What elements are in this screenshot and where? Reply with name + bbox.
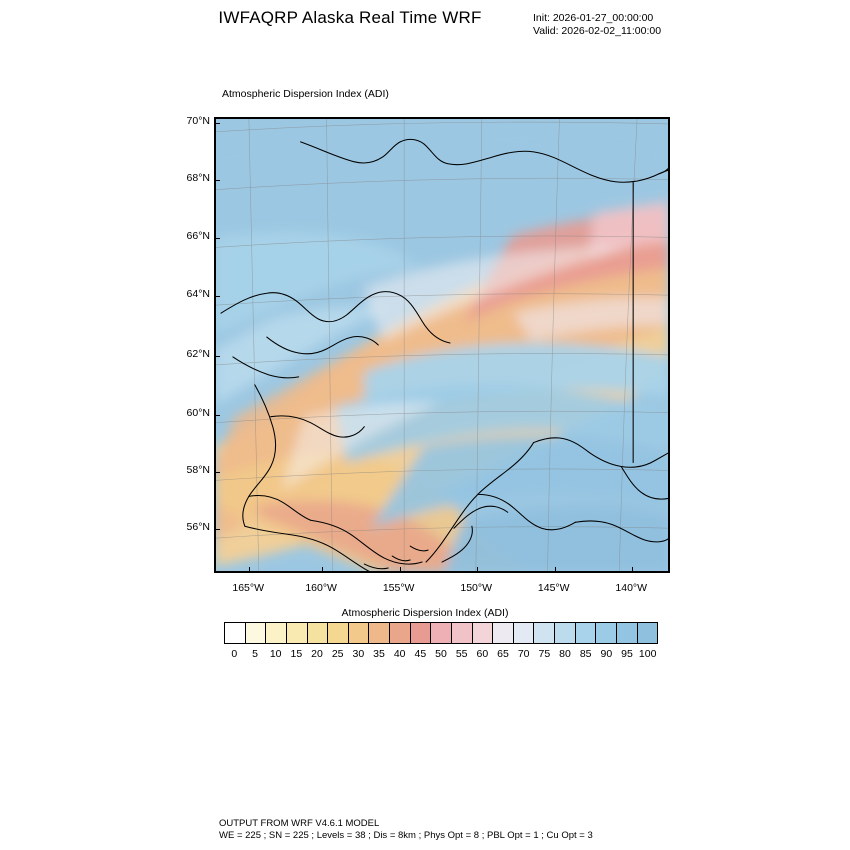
colorbar-swatch (452, 623, 473, 643)
lat-tick-mark (215, 238, 220, 239)
lat-tick-label: 66°N (186, 229, 210, 242)
lon-tick-mark (477, 567, 478, 572)
lon-tick-label: 145°W (537, 582, 570, 594)
colorbar-swatch (369, 623, 390, 643)
colorbar-swatch (638, 623, 658, 643)
lon-tick-label: 160°W (305, 582, 337, 594)
lon-tick-mark (249, 567, 250, 572)
colorbar-swatch (514, 623, 535, 643)
colorbar-swatch (328, 623, 349, 643)
colorbar-tick: 10 (269, 648, 282, 660)
lat-tick-label: 64°N (186, 288, 210, 301)
colorbar-tick: 0 (231, 648, 238, 660)
colorbar-swatch (576, 623, 597, 643)
colorbar-swatch (534, 623, 555, 643)
init-time-label: Init: 2026-01-27_00:00:00 (533, 12, 654, 24)
colorbar-tick: 25 (331, 648, 344, 660)
lon-tick-mark (632, 567, 633, 572)
colorbar-tick: 15 (290, 648, 303, 660)
colorbar-tick: 65 (497, 648, 509, 660)
colorbar-tick: 50 (435, 648, 447, 660)
lat-tick-mark (215, 529, 220, 530)
colorbar-swatch (225, 623, 246, 643)
lat-tick-mark (215, 415, 220, 416)
lon-tick-label: 155°W (382, 582, 415, 594)
lon-tick-label: 140°W (615, 582, 648, 594)
colorbar-swatch (431, 623, 452, 643)
colorbar-swatch (308, 623, 329, 643)
lon-tick-mark (555, 567, 556, 572)
colorbar-tick: 70 (517, 648, 530, 660)
colorbar-swatch (617, 623, 638, 643)
colorbar-tick: 45 (414, 648, 427, 660)
colorbar-tick-labels (224, 648, 658, 664)
lat-tick-label: 68°N (186, 171, 210, 184)
colorbar-tick: 95 (621, 648, 633, 660)
colorbar-tick: 80 (559, 648, 571, 660)
longitude-axis (214, 582, 670, 598)
colorbar-swatch (246, 623, 267, 643)
page-title: IWFAQRP Alaska Real Time WRF (218, 8, 482, 27)
colorbar-tick: 5 (252, 648, 258, 660)
colorbar-swatch (555, 623, 576, 643)
colorbar-tick: 40 (393, 648, 406, 660)
colorbar-tick: 100 (638, 648, 657, 660)
colorbar-tick: 55 (455, 648, 468, 660)
colorbar-swatch (287, 623, 308, 643)
lat-tick-label: 70°N (186, 115, 210, 128)
footer-line-2: WE = 225 ; SN = 225 ; Levels = 38 ; Dis = 8km ; Phys Opt = 8 ; PBL Opt = 1 ; Cu Opt = 3 (219, 830, 593, 841)
lon-tick-mark (322, 567, 323, 572)
colorbar-swatch (411, 623, 432, 643)
lon-tick-mark (400, 567, 401, 572)
colorbar (224, 622, 658, 644)
lat-tick-mark (215, 356, 220, 357)
latitude-axis (164, 117, 210, 573)
colorbar-swatch (349, 623, 370, 643)
colorbar-tick: 30 (352, 648, 365, 660)
model-run-info (533, 12, 661, 38)
valid-time-label: Valid: 2026-02-02_11:00:00 (533, 25, 662, 37)
model-output-footer (219, 818, 593, 842)
lat-tick-label: 62°N (186, 347, 210, 360)
footer-line-1: OUTPUT FROM WRF V4.6.1 MODEL (219, 818, 380, 829)
colorbar-tick: 85 (579, 648, 592, 660)
lon-tick-label: 165°W (232, 582, 264, 594)
colorbar-title: Atmospheric Dispersion Index (ADI) (341, 607, 509, 619)
colorbar-tick: 35 (373, 648, 385, 660)
colorbar-swatch (473, 623, 494, 643)
colorbar-swatch (390, 623, 411, 643)
colorbar-swatch (596, 623, 617, 643)
lat-tick-mark (215, 296, 220, 297)
colorbar-tick: 60 (476, 648, 489, 660)
colorbar-tick: 75 (538, 648, 551, 660)
lat-tick-label: 60°N (186, 406, 210, 419)
lat-tick-label: 58°N (186, 463, 210, 476)
lat-tick-mark (215, 180, 220, 181)
plot-title: Atmospheric Dispersion Index (ADI) (222, 88, 389, 100)
lat-tick-mark (215, 472, 220, 473)
colorbar-tick: 90 (600, 648, 613, 660)
colorbar-tick: 20 (311, 648, 323, 660)
lon-tick-label: 150°W (460, 582, 492, 594)
lat-tick-mark (215, 123, 220, 124)
map-plot-area (214, 117, 670, 573)
map-canvas (215, 118, 669, 572)
colorbar-swatch (266, 623, 287, 643)
colorbar-swatch (493, 623, 514, 643)
lat-tick-label: 56°N (186, 521, 210, 534)
